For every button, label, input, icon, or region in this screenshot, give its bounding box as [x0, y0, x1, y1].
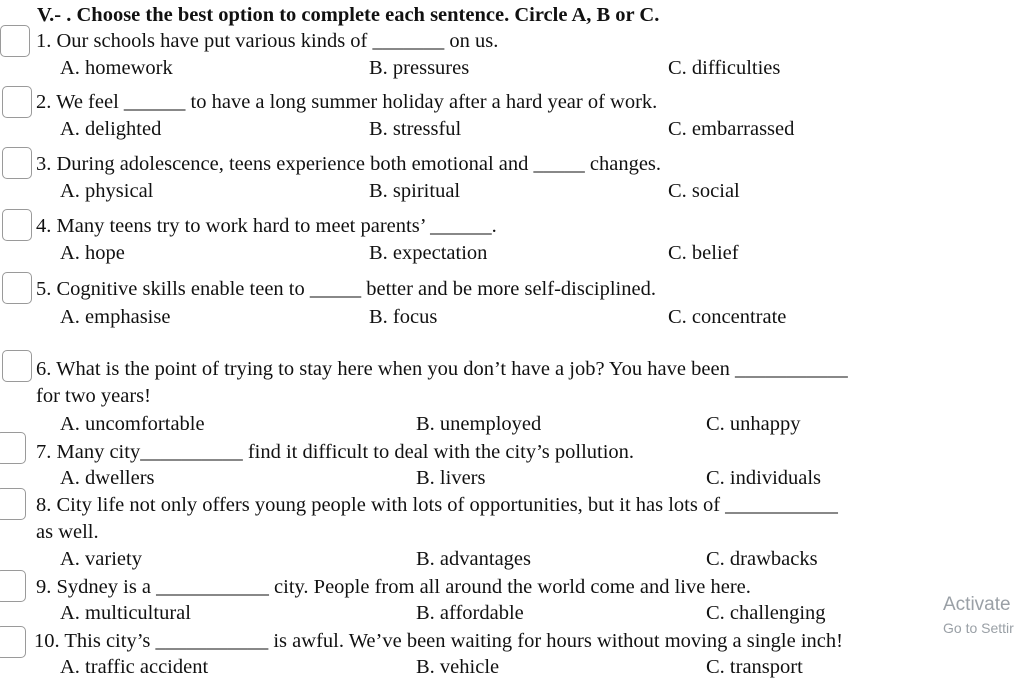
question-1-text: 1. Our schools have put various kinds of _______ on us.	[36, 30, 499, 52]
question-5-text: 5. Cognitive skills enable teen to _____ better and be more self-disciplined.	[36, 278, 656, 300]
question-10-option-b[interactable]: B. vehicle	[416, 656, 500, 678]
answer-checkbox-7[interactable]	[0, 432, 26, 464]
answer-checkbox-10[interactable]	[0, 626, 26, 658]
question-6-option-b[interactable]: B. unemployed	[416, 413, 542, 435]
question-4-option-b[interactable]: B. expectation	[369, 242, 488, 264]
activation-watermark-subtitle: Go to Settir	[943, 620, 1014, 636]
question-4-text: 4. Many teens try to work hard to meet parents’ ______.	[36, 215, 497, 237]
question-8-text-continued: as well.	[36, 521, 99, 543]
answer-checkbox-6[interactable]	[2, 350, 32, 382]
question-9-option-b[interactable]: B. affordable	[416, 602, 524, 624]
answer-checkbox-2[interactable]	[2, 86, 32, 118]
exercise-title: V.- . Choose the best option to complete each sentence. Circle A, B or C.	[37, 4, 660, 26]
question-7-option-c[interactable]: C. individuals	[706, 467, 822, 489]
question-3-option-a[interactable]: A. physical	[60, 180, 154, 202]
question-4-option-a[interactable]: A. hope	[60, 242, 125, 264]
question-8-text: 8. City life not only offers young people with lots of opportunities, but it has lots of ___________	[36, 494, 838, 516]
activation-watermark-title: Activate	[943, 594, 1011, 615]
question-9-option-c[interactable]: C. challenging	[706, 602, 826, 624]
question-10-text: 10. This city’s ___________ is awful. We’ve been waiting for hours without moving a single inch!	[34, 630, 843, 652]
question-9-text: 9. Sydney is a ___________ city. People from all around the world come and live here.	[36, 576, 751, 598]
question-8-option-a[interactable]: A. variety	[60, 548, 142, 570]
question-6-text-continued: for two years!	[36, 385, 151, 407]
question-2-option-c[interactable]: C. embarrassed	[668, 118, 795, 140]
question-8-option-c[interactable]: C. drawbacks	[706, 548, 818, 570]
question-5-option-a[interactable]: A. emphasise	[60, 306, 171, 328]
question-3-option-b[interactable]: B. spiritual	[369, 180, 461, 202]
question-7-text: 7. Many city__________ find it difficult to deal with the city’s pollution.	[36, 441, 635, 463]
answer-checkbox-5[interactable]	[2, 272, 32, 304]
question-7-option-a[interactable]: A. dwellers	[60, 467, 155, 489]
question-8-option-b[interactable]: B. advantages	[416, 548, 531, 570]
answer-checkbox-9[interactable]	[0, 570, 26, 602]
question-2-option-b[interactable]: B. stressful	[369, 118, 462, 140]
question-6-option-c[interactable]: C. unhappy	[706, 413, 801, 435]
question-3-option-c[interactable]: C. social	[668, 180, 740, 202]
question-3-text: 3. During adolescence, teens experience both emotional and _____ changes.	[36, 153, 662, 175]
question-2-option-a[interactable]: A. delighted	[60, 118, 162, 140]
question-2-text: 2. We feel ______ to have a long summer holiday after a hard year of work.	[36, 91, 658, 113]
answer-checkbox-8[interactable]	[0, 488, 26, 520]
question-4-option-c[interactable]: C. belief	[668, 242, 739, 264]
answer-checkbox-3[interactable]	[2, 147, 32, 179]
question-6-text: 6. What is the point of trying to stay here when you don’t have a job? You have been ___________	[36, 358, 848, 380]
question-10-option-a[interactable]: A. traffic accident	[60, 656, 209, 678]
question-6-option-a[interactable]: A. uncomfortable	[60, 413, 205, 435]
question-1-option-b[interactable]: B. pressures	[369, 57, 470, 79]
answer-checkbox-4[interactable]	[2, 209, 32, 241]
question-5-option-c[interactable]: C. concentrate	[668, 306, 787, 328]
question-7-option-b[interactable]: B. livers	[416, 467, 486, 489]
question-1-option-c[interactable]: C. difficulties	[668, 57, 781, 79]
question-9-option-a[interactable]: A. multicultural	[60, 602, 191, 624]
question-10-option-c[interactable]: C. transport	[706, 656, 803, 678]
question-1-option-a[interactable]: A. homework	[60, 57, 173, 79]
answer-checkbox-1[interactable]	[0, 25, 30, 57]
question-5-option-b[interactable]: B. focus	[369, 306, 438, 328]
